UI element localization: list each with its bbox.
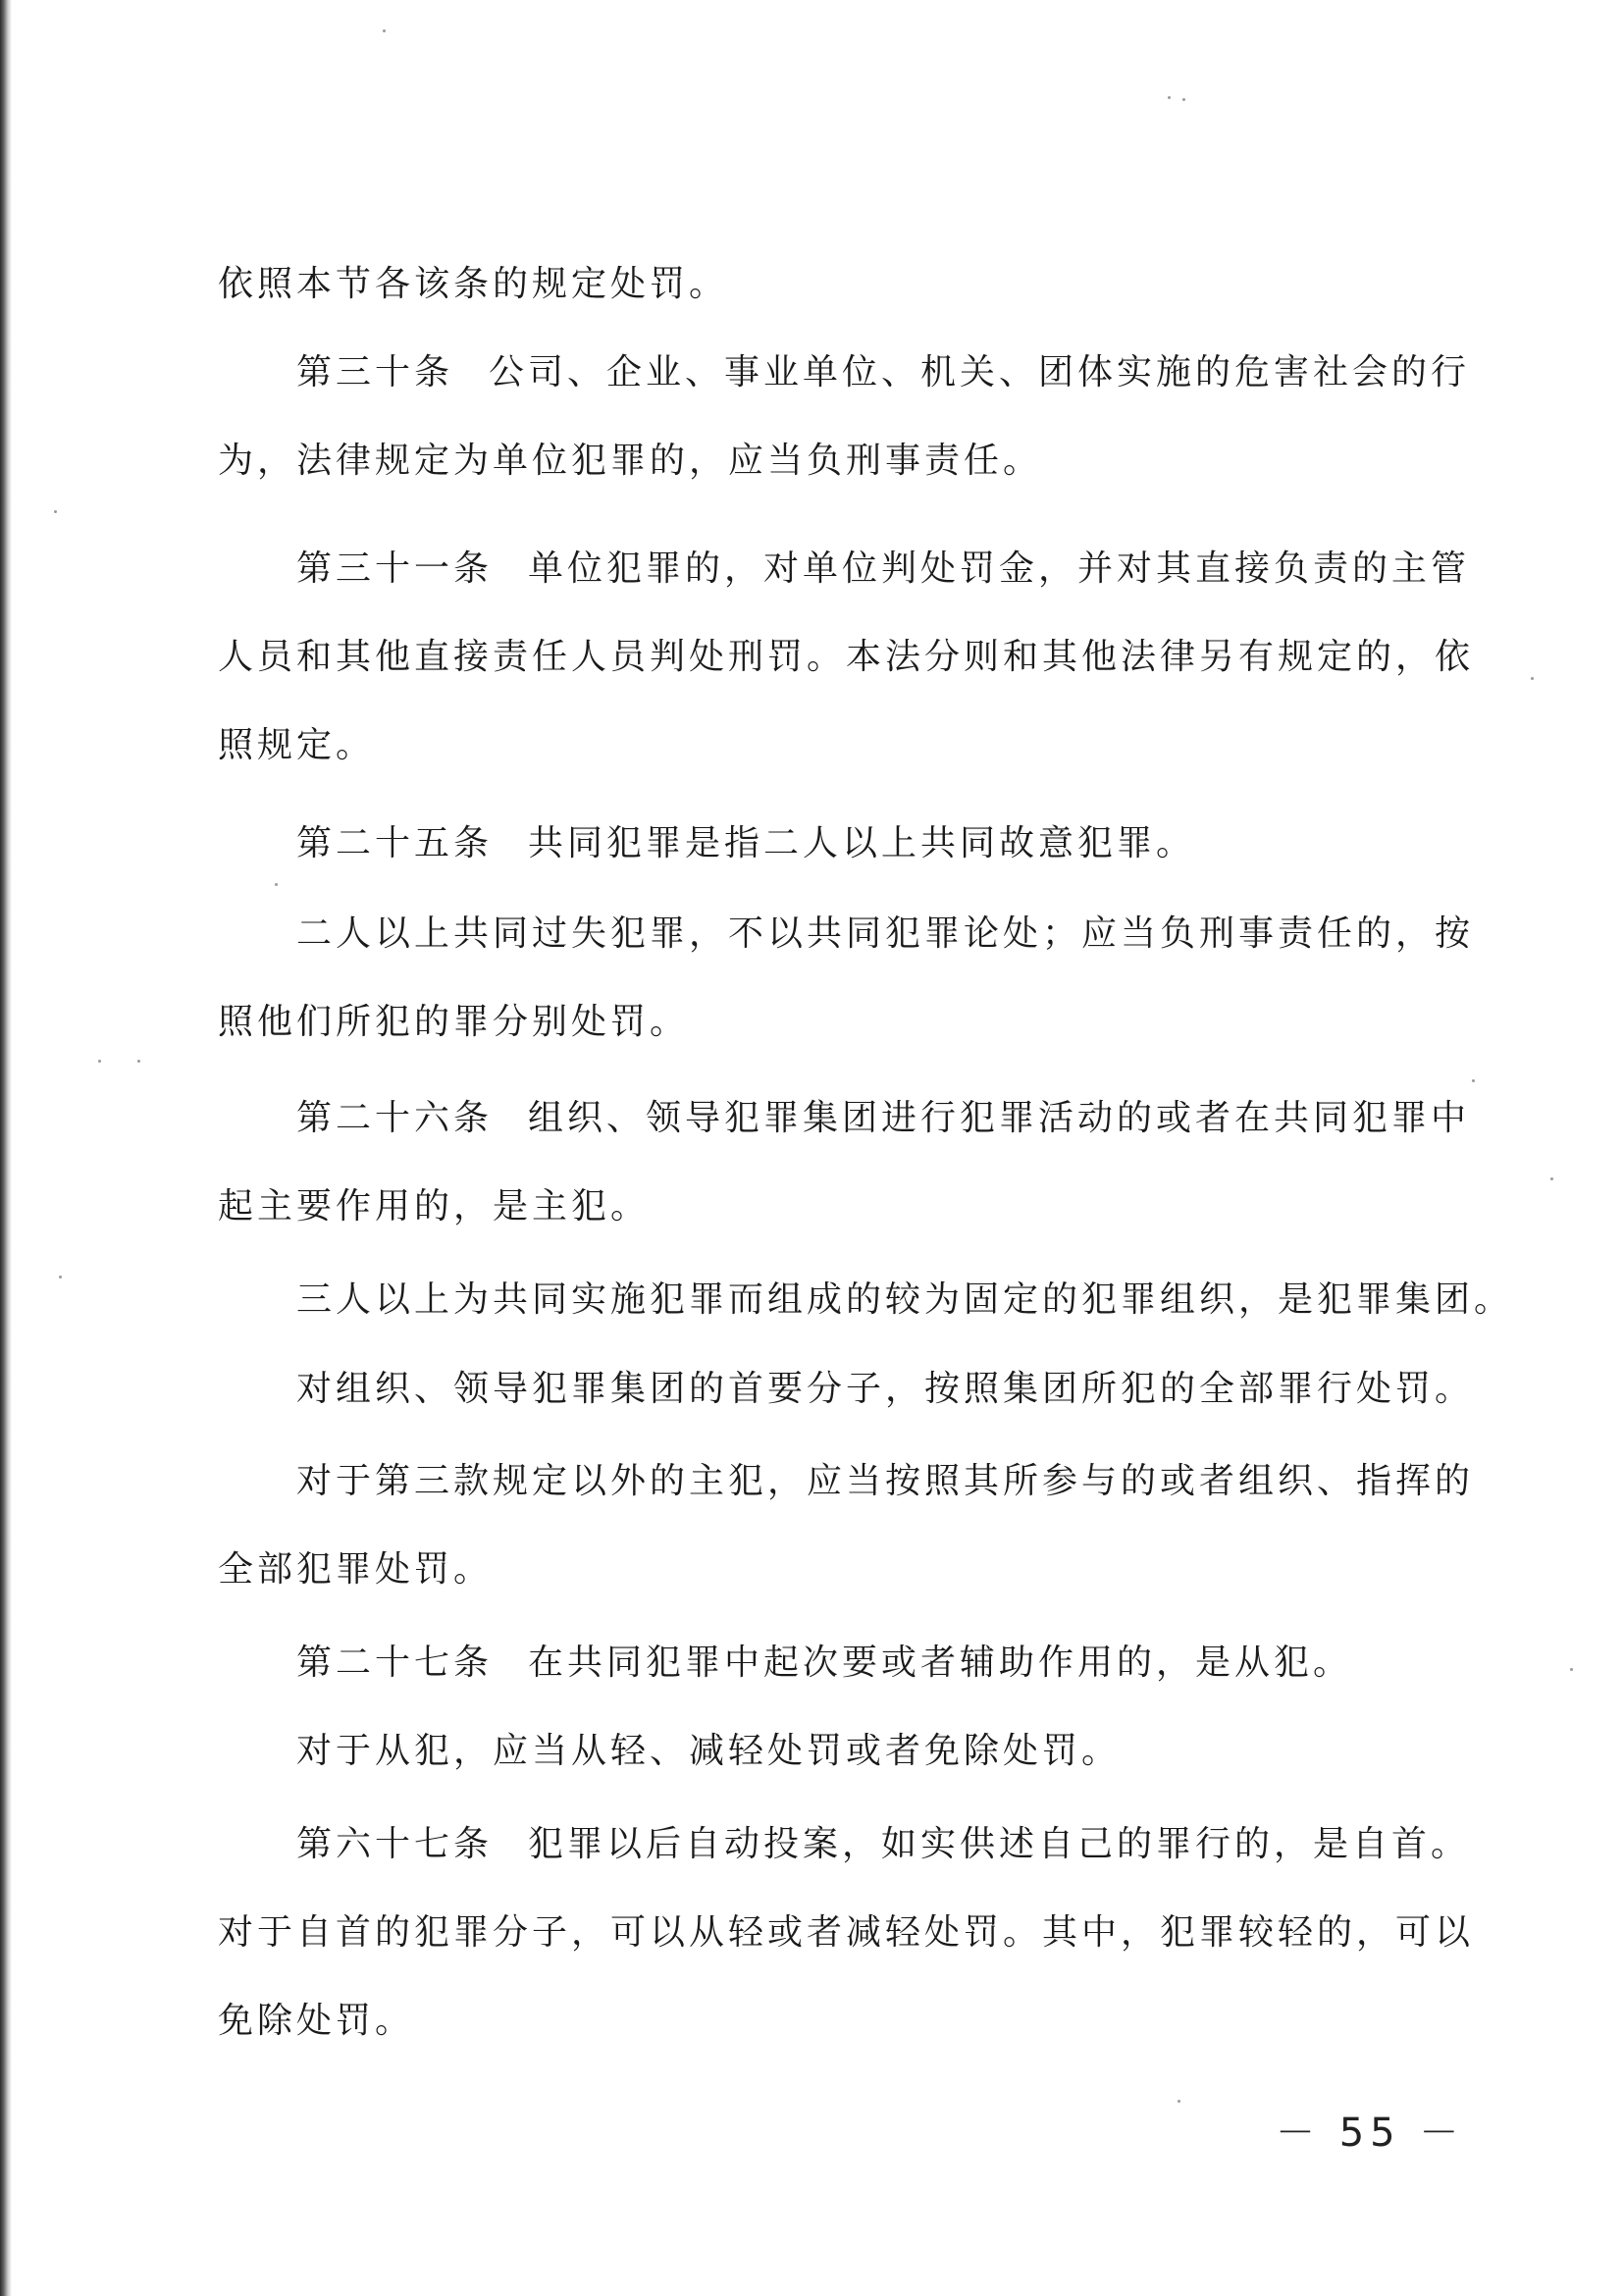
line-text: 照他们所犯的罪分别处罚。 [218, 1002, 690, 1042]
scan-speck [1550, 1177, 1553, 1180]
text-line [296, 1460, 1474, 1503]
article-number: 第二十六条 [296, 1098, 494, 1138]
page-number: － 55 － [1276, 2111, 1465, 2156]
text-line [296, 1368, 1474, 1411]
scan-speck [383, 29, 386, 32]
scan-speck [54, 510, 57, 513]
text-line [296, 1730, 1121, 1773]
line-text: 为，法律规定为单位犯罪的，应当负刑事责任。 [218, 441, 1043, 481]
scan-speck [1182, 98, 1185, 101]
scan-speck [1472, 1079, 1475, 1082]
text-line [218, 636, 1474, 679]
line-text: 对于从犯，应当从轻、减轻处罚或者免除处罚。 [296, 1731, 1122, 1771]
scan-speck [1531, 677, 1534, 680]
article-number: 第三十一条 [296, 548, 494, 589]
text-line [218, 1911, 1474, 1955]
line-text: 公司、企业、事业单位、机关、团体实施的危害社会的行 [489, 352, 1471, 392]
line-text: 单位犯罪的，对单位判处罚金，并对其直接负责的主管 [528, 548, 1471, 589]
scan-speck [275, 883, 278, 886]
article-line [296, 351, 1470, 394]
text-line [218, 1001, 689, 1044]
scan-binding-edge [0, 0, 12, 2296]
line-text: 对组织、领导犯罪集团的首要分子，按照集团所犯的全部罪行处罚。 [296, 1369, 1475, 1409]
line-text: 依照本节各该条的规定处罚。 [218, 264, 729, 304]
scan-speck [98, 1060, 101, 1063]
scan-speck [1570, 1668, 1573, 1671]
text-line [296, 913, 1474, 956]
line-text: 起主要作用的，是主犯。 [218, 1186, 651, 1226]
line-text: 共同犯罪是指二人以上共同故意犯罪。 [528, 823, 1196, 863]
line-text: 人员和其他直接责任人员判处刑罚。本法分则和其他法律另有规定的，依 [218, 637, 1475, 677]
text-line [218, 2000, 414, 2043]
article-line [296, 1097, 1470, 1140]
article-line [296, 822, 1195, 865]
article-number: 第二十七条 [296, 1643, 494, 1683]
scan-speck [1178, 2100, 1180, 2103]
line-text: 对于自首的犯罪分子，可以从轻或者减轻处罚。其中，犯罪较轻的，可以 [218, 1912, 1475, 1953]
line-text: 对于第三款规定以外的主犯，应当按照其所参与的或者组织、指挥的 [296, 1461, 1475, 1501]
line-text: 全部犯罪处罚。 [218, 1549, 494, 1590]
text-line [218, 724, 375, 767]
line-text: 照规定。 [218, 725, 376, 765]
scan-speck [59, 1276, 62, 1278]
line-text: 组织、领导犯罪集团进行犯罪活动的或者在共同犯罪中 [528, 1098, 1471, 1138]
text-line [218, 263, 728, 306]
scan-speck [137, 1060, 140, 1063]
article-number: 第六十七条 [296, 1824, 494, 1864]
text-line [296, 1278, 1513, 1322]
article-number: 第三十条 [296, 352, 454, 392]
article-line [296, 1642, 1352, 1685]
article-line [296, 548, 1470, 591]
text-line [218, 440, 1042, 483]
line-text: 三人以上为共同实施犯罪而组成的较为固定的犯罪组织，是犯罪集团。 [296, 1279, 1514, 1320]
article-number: 第二十五条 [296, 823, 494, 863]
scan-speck [1168, 96, 1171, 99]
text-line [218, 1185, 650, 1228]
line-text: 犯罪以后自动投案，如实供述自己的罪行的，是自首。 [528, 1824, 1471, 1864]
text-line [218, 1548, 493, 1592]
line-text: 二人以上共同过失犯罪，不以共同犯罪论处；应当负刑事责任的，按 [296, 913, 1475, 954]
line-text: 在共同犯罪中起次要或者辅助作用的，是从犯。 [528, 1643, 1353, 1683]
line-text: 免除处罚。 [218, 2001, 415, 2041]
article-line [296, 1823, 1470, 1866]
